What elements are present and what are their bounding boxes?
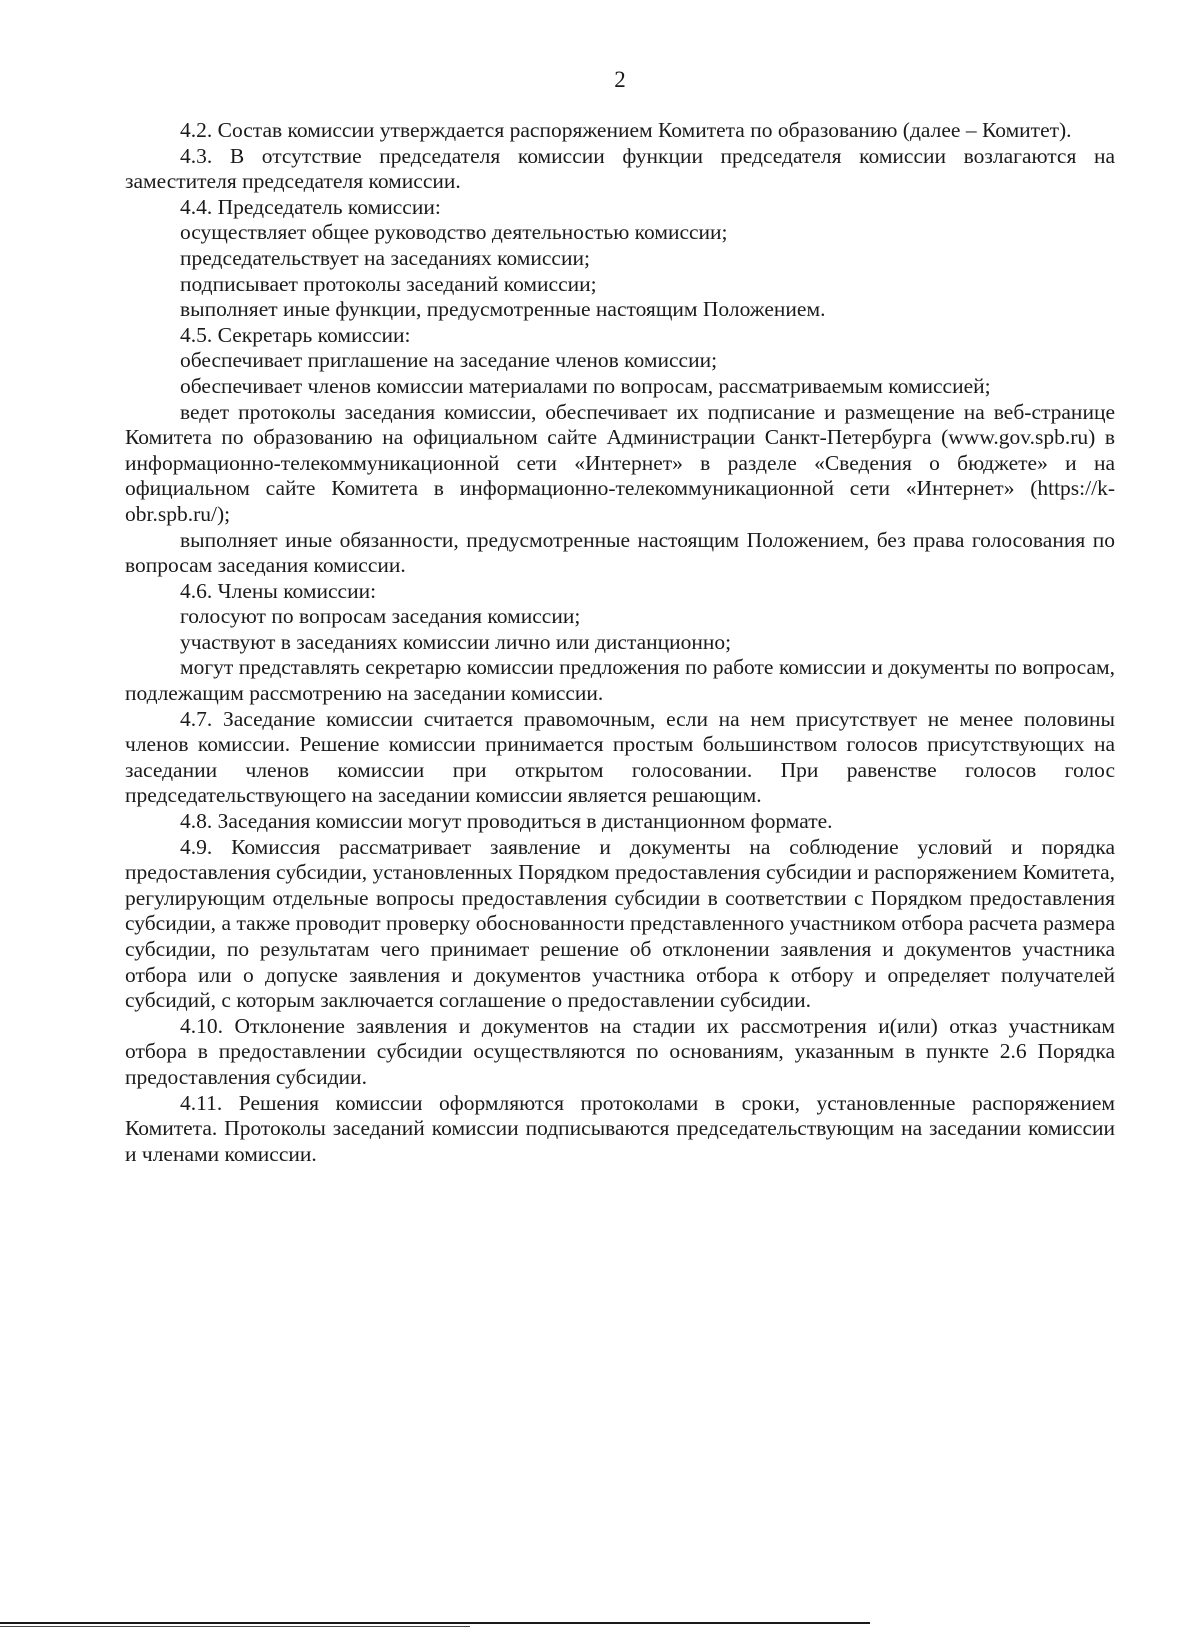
- paragraph-4-4-heading: 4.4. Председатель комиссии:: [180, 194, 441, 219]
- chair-duty-item: осуществляет общее руководство деятельностью комиссии;: [180, 220, 728, 245]
- chair-duty-item: выполняет иные функции, предусмотренные настоящим Положением.: [180, 297, 826, 322]
- paragraph-4-3: 4.3. В отсутствие председателя комиссии функции председателя комиссии возлагаются на заместителя председателя комиссии.: [125, 143, 1115, 194]
- paragraph-4-5-heading: 4.5. Секретарь комиссии:: [180, 322, 411, 347]
- secretary-duty-item: ведет протоколы заседания комиссии, обеспечивает их подписание и размещение на веб-странице Комитета по образованию на официальном сайте Администрации Санкт-Петербурга (www.gov.spb.ru) в информационно-телекоммуникационной сети «Интернет» в разделе «Сведения о бюджете» и на официальном сайте Комитета в информационно-телекоммуникационной сети «Интернет» (https://k-obr.spb.ru/);: [125, 399, 1115, 526]
- member-duty-item: участвуют в заседаниях комиссии лично или дистанционно;: [180, 629, 732, 654]
- secretary-duty-item: обеспечивает приглашение на заседание членов комиссии;: [180, 348, 718, 373]
- paragraph-4-9: 4.9. Комиссия рассматривает заявление и документы на соблюдение условий и порядка предоставления субсидии, установленных Порядком предоставления субсидии и распоряжением Комитета, регулирующим отдельные вопросы предоставления субсидии в соответствии с Порядком предоставления субсидии, а также проводит проверку обоснованности представленного участником отбора расчета размера субсидии, по результатам чего принимает решение об отклонении заявления и документов участника отбора или о допуске заявления и документов участника отбора к отбору и определяет получателей субсидий, с которым заключается соглашение о предоставлении субсидии.: [125, 834, 1115, 1013]
- footer-rule: [0, 1622, 870, 1624]
- secretary-duty-item: выполняет иные обязанности, предусмотренные настоящим Положением, без права голосования по вопросам заседания комиссии.: [125, 527, 1115, 578]
- document-body: [125, 118, 1115, 1167]
- paragraph-4-10: 4.10. Отклонение заявления и документов на стадии их рассмотрения и(или) отказ участникам отбора в предоставлении субсидии осуществляются по основаниям, указанным в пункте 2.6 Порядка предоставления субсидии.: [125, 1013, 1115, 1089]
- chair-duty-item: подписывает протоколы заседаний комиссии;: [180, 271, 597, 296]
- paragraph-4-2: 4.2. Состав комиссии утверждается распоряжением Комитета по образованию (далее – Комитет).: [180, 118, 1072, 142]
- paragraph-4-11: 4.11. Решения комиссии оформляются протоколами в сроки, установленные распоряжением Комитета. Протоколы заседаний комиссии подписываются председательствующим на заседании комиссии и членами комиссии.: [125, 1090, 1115, 1166]
- page-number: 2: [614, 67, 626, 92]
- paragraph-4-8: 4.8. Заседания комиссии могут проводиться в дистанционном формате.: [180, 809, 833, 834]
- chair-duty-item: председательствует на заседаниях комиссии;: [180, 245, 590, 270]
- secretary-duty-item: обеспечивает членов комиссии материалами по вопросам, рассматриваемым комиссией;: [180, 373, 991, 398]
- member-duty-item: голосуют по вопросам заседания комиссии;: [180, 604, 581, 629]
- footer-rule-secondary: [0, 1626, 470, 1627]
- member-duty-item: могут представлять секретарю комиссии предложения по работе комиссии и документы по вопросам, подлежащим рассмотрению на заседании комиссии.: [125, 655, 1115, 706]
- paragraph-4-6-heading: 4.6. Члены комиссии:: [180, 578, 377, 603]
- paragraph-4-7: 4.7. Заседание комиссии считается правомочным, если на нем присутствует не менее половины членов комиссии. Решение комиссии принимается простым большинством голосов присутствующих на заседании членов комиссии при открытом голосовании. При равенстве голосов голос председательствующего на заседании комиссии является решающим.: [125, 706, 1115, 808]
